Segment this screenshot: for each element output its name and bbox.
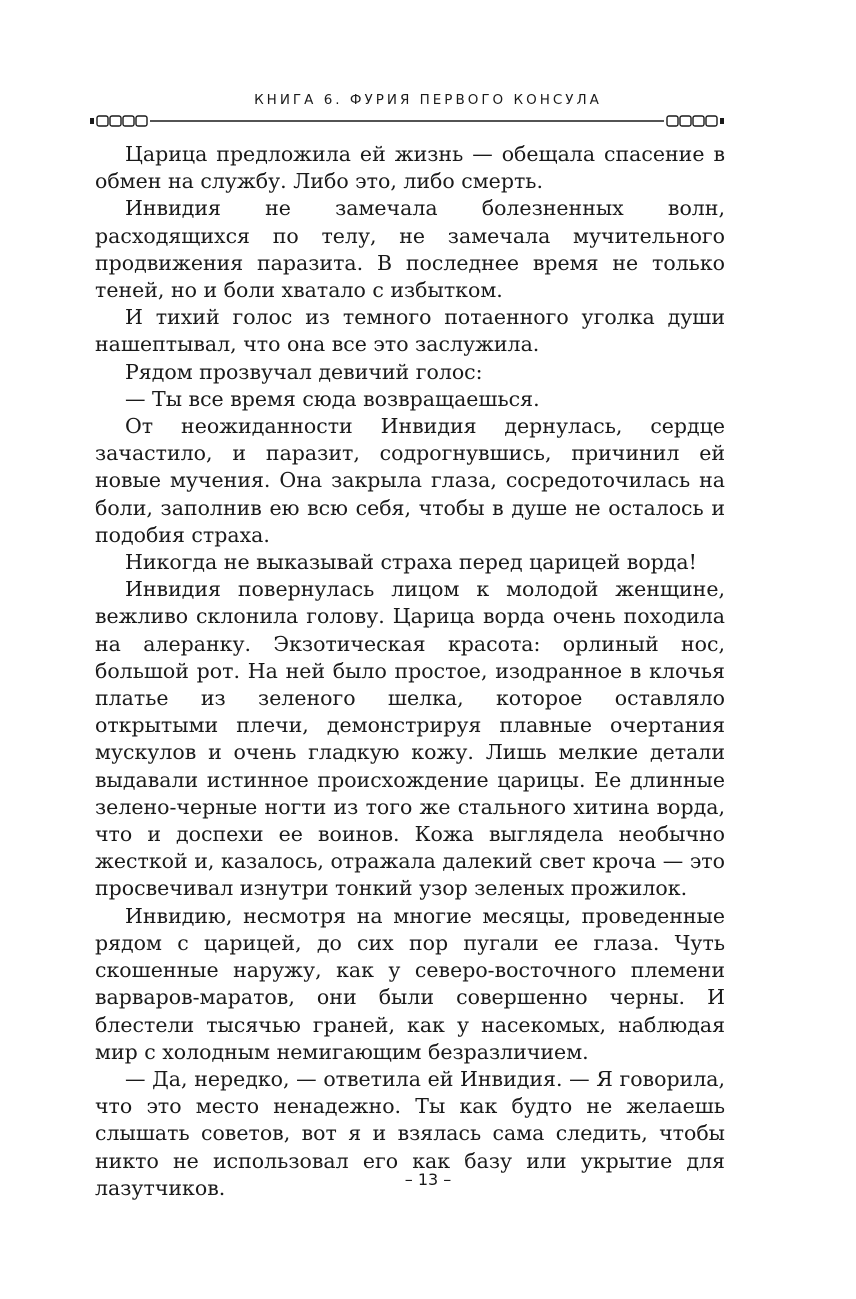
paragraph-10: — Да, нередко, — ответила ей Инвидия. — Я говорила, что это место ненадежно. Ты как будто не желаешь слышать советов, вот я и взялась сама следить, чтобы никто не использовал его как базу или укрытие для лазутчиков. bbox=[95, 1066, 725, 1200]
paragraph-2: Инвидия не замечала болезненных волн, расходящихся по телу, не замечала мучительного продвижения паразита. В последнее время не только теней, но и боли хватало с избытком. bbox=[95, 196, 725, 303]
page-number: – 13 – bbox=[404, 1170, 452, 1189]
paragraph-5: — Ты все время сюда возвращаешься. bbox=[125, 386, 540, 411]
paragraph-7: Никогда не выказывай страха перед царицей ворда! bbox=[125, 550, 697, 575]
paragraph-6: От неожиданности Инвидия дернулась, сердце зачастило, и паразит, содрогнувшись, причинил ей новые мучения. Она закрыла глаза, сосредоточилась на боли, заполнив ею всю себя, чтобы в душе не осталось и подобия страха. bbox=[95, 414, 725, 547]
paragraph-4: Рядом прозвучал девичий голос: bbox=[125, 359, 483, 384]
paragraph-8: Инвидия повернулась лицом к молодой женщине, вежливо склонила голову. Царица ворда очень походила на алеранку. Экзотическая красота: орлиный нос, большой рот. На ней было простое, изодранное в клочья платье из зеленого шелка, которое оставляло открытыми плечи, демонстрируя плавные очертания мускулов и очень гладкую кожу. Лишь мелкие детали выдавали истинное происхождение царицы. Ее длинные зелено-черные ногти из того же стального хитина ворда, что и доспехи ее воинов. Кожа выглядела необычно жесткой и, казалось, отражала далекий свет кроча — это просвечивал изнутри тонкий узор зеленых прожилок. bbox=[95, 577, 725, 901]
running-head: КНИГА 6. ФУРИЯ ПЕРВОГО КОНСУЛА bbox=[254, 92, 602, 108]
paragraph-1: Царица предложила ей жизнь — обещала спасение в обмен на службу. Либо это, либо смерть. bbox=[95, 142, 725, 194]
paragraph-9: Инвидию, несмотря на многие месяцы, проведенные рядом с царицей, до сих пор пугали ее глаза. Чуть скошенные наружу, как у северо-восточного племени варваров-маратов, они были совершенно черны. И блестели тысячью граней, как у насекомых, наблюдая мир с холодным немигающим безразличием. bbox=[95, 903, 725, 1064]
body-text bbox=[95, 141, 725, 1202]
header-ornament bbox=[88, 112, 768, 130]
paragraph-3: И тихий голос из темного потаенного уголка души нашептывал, что она все это заслужила. bbox=[95, 305, 725, 357]
